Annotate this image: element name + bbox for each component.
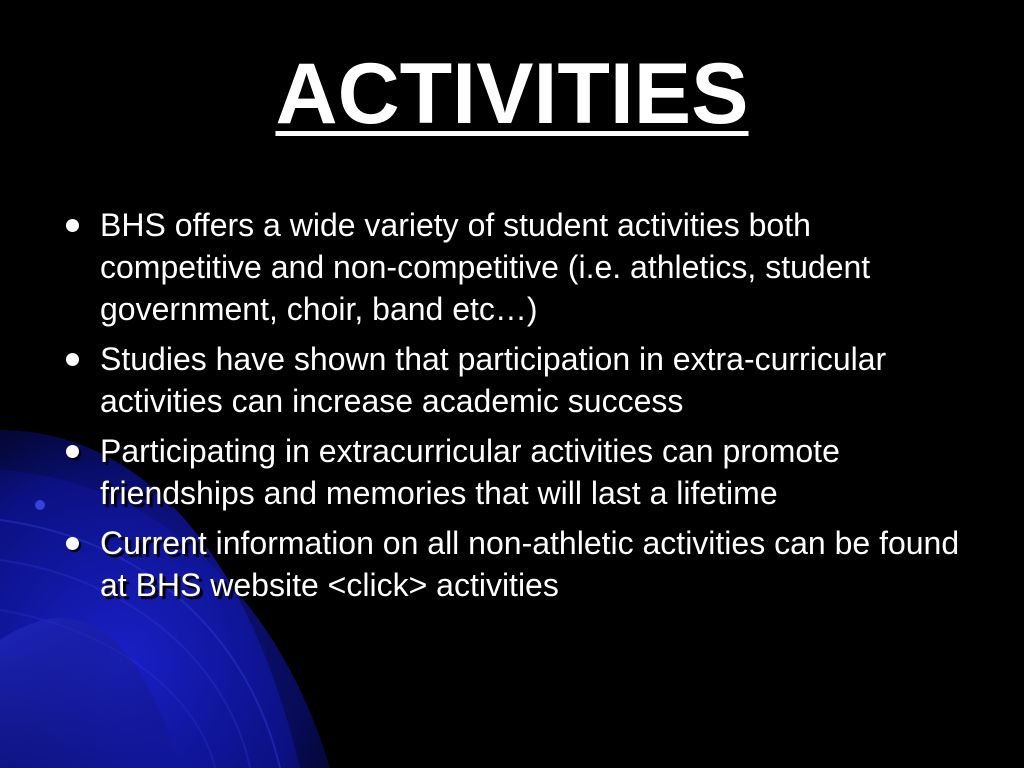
bullet-text: Participating in extracurricular activities can promote friendships and memories that will last a lifetime <box>100 433 840 511</box>
bullet-dot-icon <box>66 445 79 458</box>
bullet-item <box>60 430 980 514</box>
bullet-list <box>60 204 980 614</box>
bullet-dot-icon <box>66 219 79 232</box>
bullet-dot-icon <box>66 537 79 550</box>
bullet-item <box>60 522 980 606</box>
bullet-item <box>60 204 980 330</box>
slide-title-text: ACTIVITIES <box>275 46 749 142</box>
bullet-item <box>60 338 980 422</box>
bullet-text: Studies have shown that participation in extra-curricular activities can increase academic success <box>100 341 887 419</box>
bullet-dot-icon <box>66 353 79 366</box>
bullet-text: BHS offers a wide variety of student activities both competitive and non-competitive (i.e. athletics, student government, choir, band etc…) <box>100 207 871 327</box>
bullet-text: Current information on all non-athletic activities can be found at BHS website <click> activities <box>100 525 960 603</box>
slide-title <box>0 44 1024 144</box>
